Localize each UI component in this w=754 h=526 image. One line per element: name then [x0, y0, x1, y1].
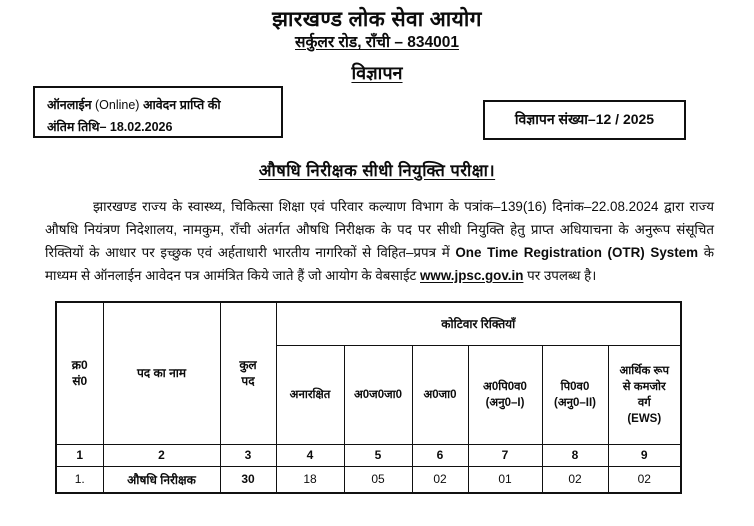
header-category-bc2-line1: पि0व0 [560, 380, 590, 393]
header-category-bc2-line2: (अनु0–II) [553, 396, 596, 409]
cell-st: 05 [344, 466, 412, 493]
notice-paragraph [45, 195, 714, 287]
organization-address [0, 34, 754, 52]
header-total-posts-line2: पद [241, 374, 255, 389]
header-post-name: पद का नाम [103, 302, 220, 445]
cell-bc2: 02 [542, 466, 608, 493]
last-date-prefix: ऑनलाईन [47, 97, 95, 112]
header-serial-no-line1: क्र0 [71, 358, 88, 373]
header-category-ews-line4: (EWS) [627, 412, 662, 425]
paragraph-part-2: के माध्यम से ऑनलाईन आवेदन पत्र आमंत्रित किये जाते हैं जो आयोग के वेबसाईट [45, 244, 714, 283]
header-category-wise-vacancies: कोटिवार रिक्तियाँ [276, 302, 681, 346]
column-number-2: 2 [103, 444, 220, 466]
column-number-1: 1 [56, 444, 103, 466]
cell-serial-no: 1. [56, 466, 103, 493]
column-number-4: 4 [276, 444, 344, 466]
column-number-7: 7 [468, 444, 542, 466]
header-total-posts [220, 302, 276, 445]
table-row [56, 466, 681, 493]
header-serial-no [56, 302, 103, 445]
vacancy-table-wrapper [55, 301, 680, 494]
organization-title: झारखण्ड लोक सेवा आयोग [272, 8, 482, 31]
column-number-9: 9 [608, 444, 681, 466]
header-total-posts-line1: कुल [239, 358, 257, 373]
cell-post-name: औषधि निरीक्षक [103, 466, 220, 493]
column-number-8: 8 [542, 444, 608, 466]
info-boxes-row [0, 86, 754, 148]
cell-unreserved: 18 [276, 466, 344, 493]
advertisement-heading-text: विज्ञापन [351, 62, 403, 83]
cell-bc1: 01 [468, 466, 542, 493]
jpsc-website-link[interactable]: www.jpsc.gov.in [420, 267, 524, 283]
advertisement-number-text: विज्ञापन संख्या–12 / 2025 [514, 111, 655, 128]
header-category-sc-line1: अ0जा0 [423, 388, 457, 401]
cell-total-posts: 30 [220, 466, 276, 493]
paragraph-part-1: झारखण्ड राज्य के स्वास्थ्य, चिकित्सा शिक्षा एवं परिवार कल्याण विभाग के पत्रांक–139(16) दिनांक–22.08.2024 द्वारा राज्य औषधि नियंत्रण निदेशालय, नामकुम, राँची अंतर्गत औषधि निरीक्षक के पद पर सीधी नियुक्ति हेतु प्राप्त अधियाचना के अनुरूप संसूचित रिक्तियों के आधार पर इच्छुक एवं अर्हताधारी भारतीय नागरिकों से विहित–प्रपत्र में [45, 198, 714, 260]
advertisement-number-box [483, 100, 686, 140]
header-category-bc2 [542, 345, 608, 444]
exam-title [0, 162, 754, 182]
header-category-ews-line1: आर्थिक रूप [619, 364, 670, 377]
header-category-ews-line2: से कमजोर [622, 380, 666, 393]
cell-sc: 02 [412, 466, 468, 493]
advertisement-heading [0, 64, 754, 84]
header-category-ews-line3: वर्ग [637, 396, 651, 409]
header-category-st-line1: अ0ज0जा0 [353, 388, 403, 401]
header-category-bc1-line1: अ0पि0व0 [483, 380, 527, 393]
cell-ews: 02 [608, 466, 681, 493]
last-date-suffix: आवेदन प्राप्ति की [139, 97, 221, 112]
header-category-unreserved-line1: अनारक्षित [289, 388, 331, 401]
header-category-ews [608, 345, 681, 444]
vacancy-table [55, 301, 682, 494]
column-number-6: 6 [412, 444, 468, 466]
table-header-row-top [56, 302, 681, 346]
otr-system-label: One Time Registration (OTR) System [455, 244, 699, 260]
header-serial-no-line2: सं0 [72, 374, 88, 389]
paragraph-part-3: पर उपलब्ध है। [523, 267, 597, 283]
header-category-st [344, 345, 412, 444]
column-number-5: 5 [344, 444, 412, 466]
column-number-3: 3 [220, 444, 276, 466]
header-category-unreserved [276, 345, 344, 444]
header-category-sc [412, 345, 468, 444]
organization-address-text: सर्कुलर रोड, राँची – 834001 [295, 34, 459, 52]
table-column-number-row [56, 444, 681, 466]
header-category-bc1-line2: (अनु0–I) [485, 396, 525, 409]
last-date-line-2: अंतिम तिथि– 18.02.2026 [47, 119, 173, 134]
exam-title-text: औषधि निरीक्षक सीधी नियुक्ति परीक्षा। [258, 161, 496, 180]
header-category-bc1 [468, 345, 542, 444]
last-date-line-1 [47, 95, 271, 117]
last-date-box [33, 86, 283, 138]
last-date-online-label: (Online) [95, 97, 140, 112]
